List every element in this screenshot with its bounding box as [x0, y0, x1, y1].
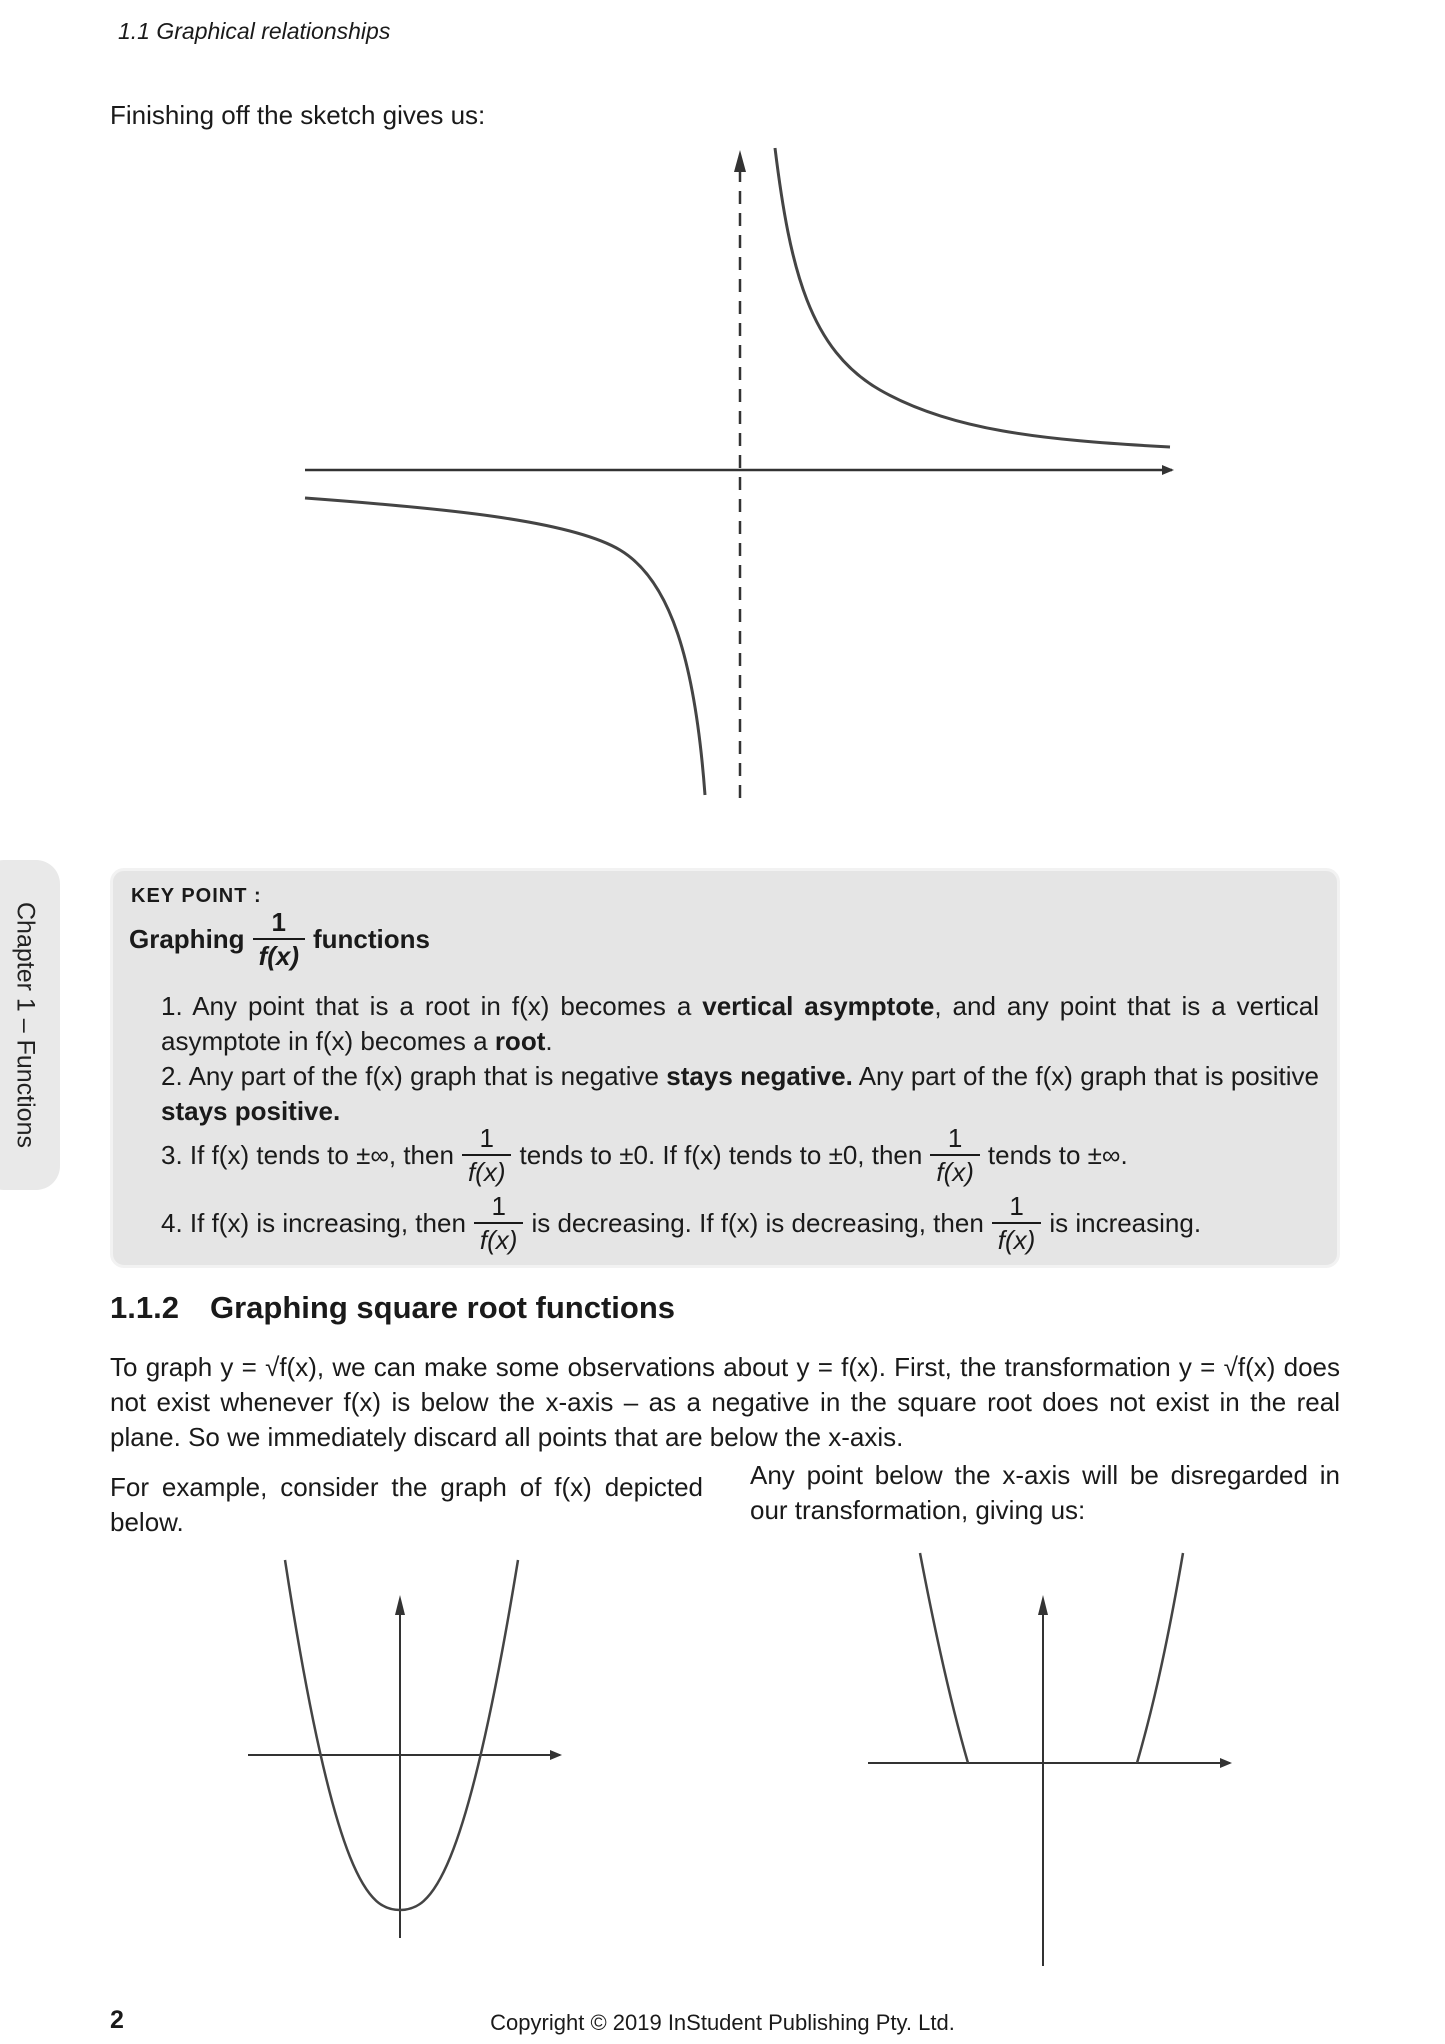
key-point-heading — [129, 909, 430, 969]
parabola-graph — [240, 1555, 580, 1940]
page-number: 2 — [110, 2006, 124, 2034]
heading-pre: Graphing — [129, 923, 245, 954]
key-point-1: 1. Any point that is a root in f(x) becomes a vertical asymptote, and any point that is a vertical asymptote in f(x) becomes a root. — [161, 991, 1320, 1056]
curve-lower-branch — [305, 498, 705, 795]
copyright: Copyright © 2019 InStudent Publishing Pty. Ltd. — [490, 2010, 955, 2035]
section-title: Graphing square root functions — [210, 1290, 676, 1325]
section-number: 1.1.2 — [110, 1290, 179, 1325]
running-head: 1.1 Graphical relationships — [118, 18, 391, 44]
heading-fraction-den: f(x) — [253, 938, 305, 969]
section-heading — [110, 1290, 675, 1326]
heading-fraction — [253, 909, 305, 969]
paragraph-example: For example, consider the graph of f(x) depicted below. — [110, 1472, 703, 1537]
frac-3a: $\frac{1}{f(x)}$ — [462, 1125, 512, 1185]
paragraph-below-axis: Any point below the x-axis will be disregarded in our transformation, giving us: — [750, 1460, 1340, 1525]
curve-upper-branch — [775, 148, 1170, 447]
y-axis-arrow-head — [1038, 1595, 1048, 1615]
paragraph-graph-sqrt: To graph y = √f(x), we can make some observations about y = f(x). First, the transformation y = √f(x) does not exist whenever f(x) is below the x-axis – as a negative in the square root does not exist in the real plane. So we immediately discard all points that are below the x-axis. — [110, 1352, 1340, 1452]
frac-4a: $\frac{1}{f(x)}$ — [474, 1193, 524, 1253]
key-point-2: 2. Any part of the f(x) graph that is negative stays negative. Any part of the f(x) graph that is positive stays positive. — [161, 1061, 1319, 1126]
left-branch — [920, 1553, 968, 1763]
reciprocal-graph — [290, 140, 1190, 810]
heading-post: functions — [313, 923, 430, 954]
key-point-label: KEY POINT : — [131, 885, 262, 907]
heading-fraction-num: 1 — [271, 907, 287, 937]
chapter-tab-label: Chapter 1 – Functions — [11, 902, 40, 1148]
y-axis-arrow-head — [395, 1595, 405, 1615]
sqrt-transform-graph — [860, 1548, 1240, 1968]
right-branch — [1137, 1553, 1183, 1763]
frac-3b: $\frac{1}{f(x)}$ — [930, 1125, 980, 1185]
intro-text: Finishing off the sketch gives us: — [110, 100, 486, 130]
key-point-4: 4. If f(x) is increasing, then $\frac{1}{f(x)}$ is decreasing. If f(x) is decreasing, then $\frac{1}{f(x)}$ is increasing. — [161, 1191, 1202, 1255]
frac-4b: $\frac{1}{f(x)}$ — [992, 1193, 1042, 1253]
key-point-box — [110, 868, 1340, 1268]
key-point-3: 3. If f(x) tends to ±∞, then $\frac{1}{f(x)}$ tends to ±0. If f(x) tends to ±0, then $\frac{1}{f(x)}$ tends to ±∞. — [161, 1123, 1128, 1187]
asymptote-arrow-head — [734, 150, 746, 172]
